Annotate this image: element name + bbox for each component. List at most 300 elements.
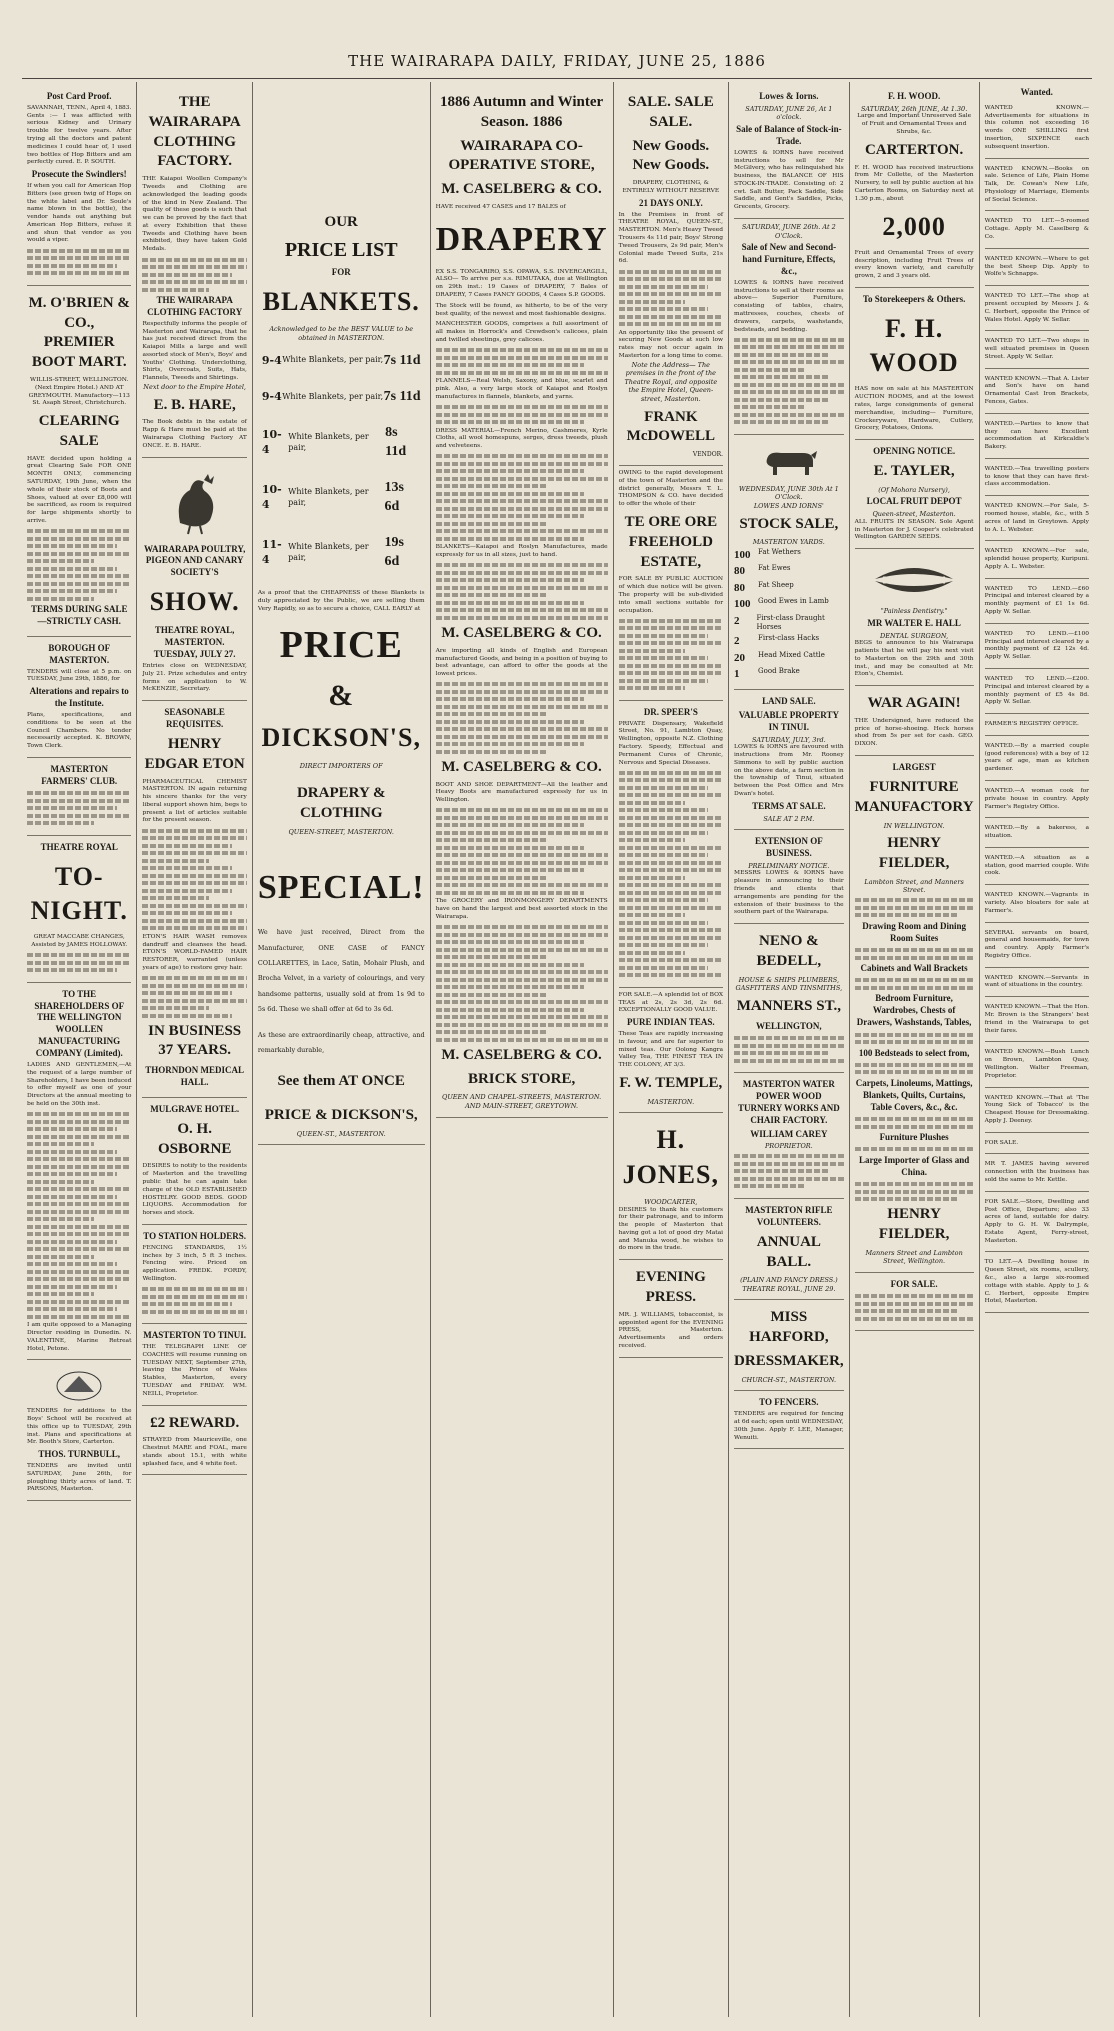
ad-fh-wood-trees [855,85,974,288]
ad-temple-teas [619,988,723,1114]
body-text: Fruit and Ornamental Trees of every description, including Fruit Trees of every known variety, and carefully grown, 2 and 3 years old. [854,249,974,280]
blanket-desc: White Blankets, per pair, [288,487,369,507]
wanted-ad: FARMER'S REGISTRY OFFICE. [985,717,1089,736]
text-filler [855,898,974,917]
heading: Wanted. [1020,87,1053,97]
heading: TO STATION HOLDERS. [143,1230,247,1241]
ad-dr-speers [619,701,723,988]
ad-reward [142,1406,246,1476]
text-filler [855,1117,974,1129]
heading: Sale of New and Second-hand Furniture, Effects, &c., [741,242,837,276]
body-text: DESIRES to notify to the residents of Masterton and the travelling public that he can again take charge of the OLD ESTABLISHED HOSTELRY. GOOD BEDS. GOOD LIQUORS. Accommodation for horses and stock. [142,1163,247,1217]
text-filler [142,1287,246,1314]
heading: DR. SPEER'S [643,706,698,717]
blanket-price-row [258,343,425,379]
subheading: Manners Street and Lambton Street, Wellington. [865,1248,963,1266]
body-text: HAVE decided upon holding a great Clearing Sale FOR ONE MONTH ONLY, commencing SATURDAY, 19th June, when the whole of their stock of Boots and Shoes, valued at over £8,000 will be sacrificed, as room is required for large shipments shortly to arrive. [27,455,132,524]
text-filler [855,1033,974,1045]
body-text: FLANNELS—Real Welsh, Saxony, and blue, scarlet and pink. Also, a very large stock of Kaiapoi and Roslyn manufactures in flannels, blankets, and yarns. [435,378,608,400]
heading: PRICE LIST [284,238,398,261]
body-text: THE Kaiapoi Woollen Company's Tweeds and Clothing are acknowledged the leading goods of the kind in New Zealand. The quality of these goods is such that we can be proved by the fact that at every Exhibition that these Tweeds and Clothing have been exhibited, they have taken Gold Medals. [142,176,247,253]
body-text: FENCING STANDARDS, 1½ inches by 3 inch, 5 ft 3 inches. Fencing wire. Priced on application. FREDK. FORDY, Wellington. [142,1244,247,1282]
blanket-size: 9-4 [261,353,282,367]
heading: EXTENSION OF BUSINESS. [754,836,823,858]
blanket-size: 9-4 [261,389,282,403]
heading: MASTERTON WATER POWER WOOD TURNERY WORKS AND CHAIR FACTORY. [738,1079,840,1125]
heading: 100 Bedsteads to select from, [858,1047,970,1058]
stock-count: 100 [734,548,751,561]
subheading: Note the Address— The premises in the front of the Theatre Royal, and opposite the Empire Hotel, Queen-street, Masterton. [624,360,718,404]
stock-row [734,633,844,650]
body-text: THE Undersigned, have reduced the price of horse-shoeing. Heck horses shod from 5s per set for cash. GEO. DIXON. [854,717,974,748]
heading: M. CASELBERG & CO. [441,624,602,641]
wanted-ad: WANTED KNOWN.—Servants in want of situations in the country. [985,971,1089,998]
body-text: FOR SALE BY PUBLIC AUCTION of which due notice will be given. The property will be sub-divided into small sections suitable for occupation. [618,576,724,614]
blanket-price: 19s 6d [384,535,404,569]
stock-row [734,547,844,564]
ad-hop-bitters [27,85,131,286]
wanted-ad: WANTED KNOWN.—For sale, splendid house property, Kuripuni. Apply A. L. Webster. [985,544,1089,578]
body-text: LOWES & IORNS have received instructions to sell at their rooms as above— Superior Furniture, consisting of tables, chairs, mattresses, couches, chests of drawers, carpets, washstands, bedsteads, and bedding. [734,279,844,333]
wanted-ad: WANTED.—A situation as a station, good married couple. Wife cook. [985,851,1089,885]
body-text: THE TELEGRAPH LINE OF COACHES will resume running on TUESDAY NEXT, September 27th, leaving the Prince of Wales Stables, Masterton, every TUESDAY and FRIDAY. WM. NEILL, Proprietor. [142,1344,247,1397]
column-4 [431,82,614,2017]
body-text: MR. J. WILLIAMS, tobacconist, is appointed agent for the EVENING PRESS, Masterton. Advertisements and orders received. [618,1311,724,1349]
body-text: GREAT MACCABE CHANGES, Assisted by JAMES HOLLOWAY. [31,934,128,948]
subheading: SATURDAY, JUNE 26th. At 2 O'Clock. [741,223,836,240]
heading: TO FENCERS. [759,1397,819,1408]
ad-farmers-club [27,758,131,836]
heading: THEATRE ROYAL [40,841,118,852]
subheading: MASTERTON. [647,1097,695,1106]
wanted-ad: FOR SALE. [985,1136,1089,1155]
column-1 [22,82,137,2017]
wanted-ad: WANTED KNOWN.—For Sale, 5-roomed house, stable, &c., with 5 acres of land in Greytown. Apply to A. L. Webster. [985,499,1089,541]
body-text: LADIES AND GENTLEMEN,—At the request of a large number of Shareholders, I have been induced to offer myself as one of your Directors at the annual meeting to be held on the 30th inst. [27,1061,132,1107]
body-text: OWING to the rapid development of the town of Masterton and the district generally, Messrs T. L. THOMPSON & CO. have decided to offer the whole of their [618,470,724,508]
body-text: FOR SALE.—A splendid lot of BOX TEAS at 2s, 2s 3d, 2s 6d. EXCEPTIONALLY GOOD VALUE. [618,991,724,1014]
body-text: As these are extraordinarily cheap, attractive, and remarkably durable, [257,1030,425,1054]
subheading: SALE AT 2 P.M. [763,814,815,823]
stock-count: 100 [734,598,751,611]
subheading: Lambton Street, and Manners Street. [864,877,964,895]
subheading: Next door to the Empire Hotel, [143,383,246,391]
body-text: These Teas are rapidly increasing in favour, and are far superior to mixed teas. Our Oolong Kangra Valley Tea, THE FINEST TEA IN THE COLONY, AT 3/3. [618,1031,724,1069]
text-filler [855,978,974,990]
body-text: F. H. WOOD has received instructions from Mr Collette, of the Masterton Nursery, to sell by public auction at his Carterton Rooms, on Saturday next at 1.30 p.m., about [854,164,974,202]
wanted-ad: WANTED.—By a married couple (good references) with a boy of 12 years of age, man as kitchen gardener. [985,739,1089,781]
heading: WAIRARAPA CO-OPERATIVE STORE, [448,137,595,174]
heading: LOCAL FRUIT DEPOT [866,496,962,507]
text-filler [619,270,723,327]
blanket-price-row [258,379,425,415]
body-text: TENDERS for additions to the Boys' School will be received at this office up to TUESDAY, 29th inst. Plans and specifications at Mr. Booth's Store, Carterton. [27,1408,132,1446]
heading-fh-wood: F. H. WOOD [869,313,959,378]
wanted-ad: MR T. JAMES having severed connection with the business has sold the same to Mr. Kettle. [985,1157,1089,1191]
text-filler [855,1063,974,1075]
wanted-ad: WANTED.—A woman cook for private house in country. Apply Farmer's Registry Office. [985,784,1089,818]
stock-item: Head Mixed Cattle [758,650,825,659]
blanket-price: 7s 11d [383,352,421,368]
masthead-rule [22,78,1092,79]
ad-station-holders [142,1225,246,1324]
heading: WAR AGAIN! [867,695,961,712]
stock-item: Fat Ewes [758,564,791,573]
heading: MASTERTON RIFLE VOLUNTEERS. [745,1204,833,1227]
wanted-ad: WANTED.—By a bakeress, a situation. [985,821,1089,848]
text-filler [855,1182,974,1201]
heading: MR WALTER E. HALL [867,617,961,628]
text-filler [734,1154,844,1188]
heading-show: SHOW. [149,587,240,617]
text-filler [436,925,608,1042]
blanket-desc: White Blankets, per pair, [288,542,369,562]
stock-row [734,580,844,597]
heading: DRAPERY & CLOTHING [296,785,386,822]
heading: CLEARING SALE [38,413,120,449]
subheading: (PLAIN AND FANCY DRESS.) THEATRE ROYAL, JUNE 29. [740,1276,838,1293]
subheading: MASTERTON YARDS. [752,538,825,547]
column-2 [137,82,252,2017]
heading: THOS. TURNBULL, [38,1449,121,1460]
body-text: BLANKETS—Kaiapoi and Roslyn Manufactures, made expressly for us in all sizes, just to hand. [435,544,608,559]
heading: M. CASELBERG & CO. [441,758,602,775]
stock-item: Fat Sheep [758,580,794,589]
ad-borough-tenders [27,637,131,758]
heading: F. H. WOOD. [887,91,941,101]
heading: HENRY FIELDER, [878,1206,950,1242]
ad-lowes-stock-sale [734,435,844,690]
heading: THEATRE ROYAL, MASTERTON. TUESDAY, JULY 27. [153,625,236,660]
ad-war-again [855,686,974,756]
stock-item: First-class Hacks [758,634,820,643]
wanted-ad: WANTED KNOWN.—That at 'The Young Sick of Tobacco' is the Cheapest House for Dressmaking. Apply J. Deeney. [985,1091,1089,1133]
heading: WELLINGTON, [756,1020,822,1031]
text-filler [27,249,131,276]
ad-henry-fielder [855,756,974,1273]
text-filler [855,1294,974,1321]
wanted-ad: FOR SALE.—Store, Dwelling and Post Office, Departure; also 33 acres of land, suitable for dairy. Apply to G. H. W. Dalrymple, Estate Agent, Ferry-street, Masterton. [985,1195,1089,1253]
body-text: Entries close on WEDNESDAY, July 21. Prize schedules and entry forms on application to W. McKENZIE, Secretary. [142,663,247,693]
subheading: DIRECT IMPORTERS OF [299,761,383,770]
ad-miss-harford [734,1300,844,1391]
wanted-ad: WANTED.—Parties to know that they can have Excellent accommodation at Kirkcaldie's Bakery. [985,417,1089,459]
heading: LARGEST [892,762,936,773]
stock-item: Good Brake [758,667,800,676]
body-text: TENDERS are required for fencing at 6d each; open until WEDNESDAY, 30th June. Apply F. LEE, Manager, Wenuiti. [734,1411,844,1441]
heading: VALUABLE PROPERTY IN TINUI. [738,709,839,732]
subheading: WOODCARTER, [644,1198,698,1206]
heading: HENRY EDGAR ETON [144,735,245,772]
body-text: The Book debts in the estate of Rapp & Hare must be paid at the Wairarapa Clothing Factory AT ONCE. E. B. HARE. [142,419,247,449]
wanted-ad: WANTED TO LET.—The shop at present occupied by Messrs J. & C. Herbert, opposite the Prince of Wales Hotel. Apply W. Sellar. [985,289,1089,331]
heading: NENO & BEDELL, [756,933,822,969]
body-text: Large and Important Unreserved Sale of Fruit and Ornamental Trees and Shrubs, &c. [857,113,972,136]
heading: FURNITURE MANUFACTORY [854,778,974,815]
blanket-size: 11-4 [261,538,282,566]
subheading: Queen-street, Masterton. [872,510,956,519]
cow-icon [759,445,819,479]
text-filler [436,808,608,895]
heading: BOROUGH OF MASTERTON. [48,642,111,665]
body-text: DRESS MATERIAL—French Merino, Cashmeres, Kyrle Cloths, all wool homespuns, serges, dress tweeds, plush and velveteens. [435,427,608,450]
heading: OPENING NOTICE. [873,446,956,457]
text-filler [734,338,844,425]
ad-mcdowell-sale [619,85,723,466]
text-filler [436,405,608,424]
body-text: PHARMACEUTICAL CHEMIST MASTERTON. IN again returning his sincere thanks for the very liberal support shown him, begs to present a list of articles suitable for the present season. [142,778,247,824]
wanted-ad: WANTED TO LEND.—£100 Principal and interest cleared by a monthly payment of £2 12s 4d. Apply W. Sellar. [985,627,1089,669]
ad-to-fencers [734,1391,844,1449]
masthead-title: THE WAIRARAPA DAILY, FRIDAY, JUNE 25, 1886 [348,52,766,70]
heading: FOR SALE. [890,1278,938,1289]
text-filler [142,829,246,931]
blanket-desc: White Blankets, per pair, [282,355,384,365]
education-board-seal-icon [54,1370,104,1402]
blanket-desc: White Blankets, per pair, [282,391,384,401]
body-text: An opportunity like the present of securing New Goods at such low rates may not occur again in Masterton for a long time to come. [618,329,724,359]
text-filler [142,976,246,1018]
wanted-ad: WANTED KNOWN.—Advertisements for situations in this column not exceeding 16 words ONE SHILLING first insertion, SIXPENCE each subsequent insertion. [985,101,1089,159]
heading: FOR [331,267,351,278]
heading: CARTERTON. [864,141,964,158]
body-text: BEGS to announce to his Wairarapa patients that he will pay his next visit to Masterton on the 29th and 30th inst., and may be consulted at Mr. Eton's, Chemist. [854,640,974,678]
vendor-label: VENDOR. [692,451,724,459]
subheading: QUEEN-ST., MASTERTON. [296,1129,386,1138]
columns [22,82,1094,2017]
heading: DRESSMAKER, [734,1353,844,1370]
wanted-list [985,101,1089,1313]
subheading: IN WELLINGTON. [883,821,945,830]
heading-special: SPECIAL! [257,869,425,907]
heading: TO THE SHAREHOLDERS OF THE WELLINGTON WOOLLEN MANUFACTURING COMPANY (Limited). [34,988,125,1059]
text-filler [619,771,723,978]
dentures-icon [869,559,959,601]
text-filler [27,791,131,825]
heading: New Goods. New Goods. [632,137,710,174]
heading: Bedroom Furniture, Wardrobes, Chests of Drawers, Washstands, Tables, [856,993,972,1028]
text-filler [436,682,608,754]
heading: SEASONABLE REQUISITES. [164,707,225,730]
body-text: If when you call for American Hop Bitters (see green twig of Hops on the white label and Dr. Soule's name blown in the bottle), the vendor hands out anything but American Hop Bitters, refuse it and shun that vendor as you would a viper. [27,183,132,244]
stock-count: 80 [734,581,746,594]
wanted-ad: WANTED KNOWN.—That the Hon. Mr. Brown is the Strangers' best friend in the Wairarapa to get their fares. [985,1000,1089,1042]
body-text: Are importing all kinds of English and European manufactured Goods, and being in a position of buying to best advantage, can afford to offer the goods at the lowest prices. [435,647,608,678]
heading: IN BUSINESS 37 YEARS. [148,1022,242,1059]
body-text: LOWES & IORNS are favoured with instructions from Mr. Rooney Simmons to sell by public auction on the above date, a farm section in the township of Tinui, situated between the Post Office and Mrs Dwan's hotel. [734,744,844,797]
subheading: "Painless Dentistry." [880,607,948,616]
wanted-ad: WANTED KNOWN.—That A. Lister and Son's have on hand Ornamental Cast Iron Brackets, Fences, Gates. [985,372,1089,414]
heading: THORNDON MEDICAL HALL. [145,1065,245,1088]
heading: TE ORE ORE FREEHOLD ESTATE, [624,514,718,570]
ad-wood-turnery [734,1073,844,1199]
text-filler [855,1147,974,1151]
heading: Alterations and repairs to the Institute. [29,686,129,709]
text-filler [855,948,974,960]
heading: WAIRARAPA POULTRY, PIGEON AND CANARY SOCIETY'S [143,543,246,578]
stock-row [734,596,844,613]
heading: Sale of Balance of Stock-in-Trade. [736,124,842,146]
body-text: Respectfully informs the people of Masterton and Wairarapa, that he has just received direct from the Kaiapoi Mills a large and well assorted stock of Men's, Boys' and Youths' Clothing. Underclothing, Shirts, Overcoats, Suits, Hats, Flannels, Tweeds and Shirtings. [142,320,247,382]
subheading: SATURDAY, 26th JUNE, At 1.30. [860,104,968,113]
heading: BRICK STORE, [467,1070,576,1087]
heading: Prosecute the Swindlers! [31,169,127,180]
text-filler [27,529,131,601]
heading: STOCK SALE, [739,515,839,532]
body-text: ALL FRUITS IN SEASON. Sole Agent in Masterton for J. Cooper's celebrated Wellington GARDEN SEEDS. [854,518,974,541]
blanket-desc: White Blankets, per pair, [288,432,369,452]
text-filler [436,563,608,620]
body-text: HAS now on sale at his MASTERTON AUCTION ROOMS, and at the lowest rates, large consignments of general merchandise, including— Furniture, Crockeryware, Hardware, Cutlery, Grocery, Potatoes, Onions. [854,386,974,432]
body-text: I am quite opposed to a Managing Director residing in Dunedin. N. VALENTINE, Marine Retreat Hotel, Petone. [27,1322,132,1352]
ad-evening-press [619,1260,723,1358]
body-text: STRAYED from Mauriceville, one Chestnut MARE and FOAL, mare stands about 15.1, with white splashed face, and 4 white feet. [142,1437,247,1467]
body-text: The Stock will be found, as hitherto, to be of the very best quality, of the newest and most fashionable designs. [435,302,608,317]
ad-extension-of-business [734,830,844,924]
subheading: WEDNESDAY, JUNE 30th At 1 O'Clock. [738,484,839,502]
blanket-price: 7s 11d [383,389,421,404]
ad-fh-wood-storekeepers [855,288,974,440]
body-text: BOOT AND SHOE DEPARTMENT—All the leather and Heavy Boots are manufactured expressly for us in Wellington. [435,781,608,804]
heading: See them AT ONCE [277,1073,405,1090]
subheading: QUEEN-STREET, MASTERTON. [288,827,394,836]
body-text: TENDERS are invited until SATURDAY, June 26th, for ploughing thirty acres of land. T. PARSONS, Masterton. [27,1463,132,1493]
ad-for-sale-plants [855,1273,974,1331]
wanted-ad: SEVERAL servants on board, general and housemaids, for town and country. Apply Farmer's Registry Office. [985,926,1089,968]
subheading: (Of Mohora Nursery), [878,485,950,494]
heading: THE WAIRARAPA CLOTHING FACTORY [147,295,243,317]
heading: Lowes & Iorns. [759,91,819,101]
heading: E. TAYLER, [873,463,955,479]
ad-poultry-show [142,458,246,702]
stock-item: Fat Wethers [758,547,801,556]
heading: Large Importer of Glass and China. [858,1154,970,1177]
text-filler [142,258,246,292]
heading: PURE INDIAN TEAS. [627,1017,715,1028]
heading: MASTERTON TO TINUI. [143,1330,247,1341]
subheading: CHURCH-ST., MASTERTON. [741,1375,837,1384]
heading: MULGRAVE HOTEL. [150,1103,240,1114]
heading: LAND SALE. [762,695,816,706]
heading-tonight: TO-NIGHT. [30,861,128,925]
heading: £2 REWARD. [150,1414,240,1431]
heading: FRANK McDOWELL [626,408,715,445]
heading: Drawing Room and Dining Room Suites [862,920,966,943]
heading: WILLIAM CAREY [750,1128,828,1139]
column-6 [729,82,850,2017]
ad-lowes-furniture [734,219,844,435]
wanted-ad: WANTED KNOWN.—Books on sale. Science of Life, Plain Home Talk, Dr. Cowan's New Life, Physiology of Marriage, Elements of Social Science. [985,162,1089,212]
heading: THE WAIRARAPA CLOTHING FACTORY. [148,94,241,170]
text-filler [27,1112,131,1319]
blanket-price-row [258,470,425,525]
ad-woollen-shareholders [27,983,131,1361]
ad-caselberg-drapery [436,85,608,1118]
heading: PRICE & DICKSON'S, [264,1107,418,1124]
heading: MANNERS ST., [736,997,842,1014]
body-text: MESSRS LOWES & IORNS have pleasure in announcing to their friends and clients that arrangements are pending for the extension of their business to the southern part of the Wairarapa. [734,870,844,916]
heading: 1886 Autumn and Winter Season. 1886 [439,94,604,130]
ad-mulgrave-hotel [142,1098,246,1225]
heading: E. B. HARE, [153,396,236,413]
wanted-ad: TO LET.—A Dwelling house in Queen Street, six rooms, scullery, &c., also a large six-roomed cottage with stable. Apply to J. & C. Herbert, opposite Empire Hotel, Masterton. [985,1255,1089,1313]
heading-dicksons: DICKSON'S, [261,723,421,753]
subheading: DENTAL SURGEON, [880,631,949,640]
wanted-ad: WANTED TO LET.—5-roomed Cottage. Apply M. Caselberg & Co. [985,214,1089,248]
stock-item: First-class Draught Horses [756,613,825,632]
blanket-price: 8s 11d [385,425,407,459]
blanket-price: 13s 6d [384,480,404,514]
body-text: DRAPERY, CLOTHING, & ENTIRELY WITHOUT RESERVE [622,180,720,194]
blanket-price-rows [258,343,425,581]
heading: Cabinets and Wall Brackets [860,963,968,974]
stock-row [734,563,844,580]
heading: 21 DAYS ONLY. [638,197,703,208]
body-text: The GROCERY and IRONMONGERY DEPARTMENTS have on hand the largest and best assorted stock in the Wairarapa. [435,898,608,921]
column-3 [253,82,431,2017]
heading: Post Card Proof. [46,91,112,101]
wanted-ad: WANTED KNOWN.—Where to get the best Sheep Dip. Apply to Wolfe's Schnapps. [985,252,1089,286]
heading: EVENING PRESS. [635,1269,706,1306]
subheading: PROPRIETOR. [764,1142,813,1151]
subheading: SATURDAY, JULY, 3rd. [751,735,826,744]
heading-h-jones: H. JONES, [622,1125,719,1189]
subheading: Acknowledged to be the BEST VALUE to be obtained in MASTERTON. [269,325,414,342]
stock-count: 20 [734,651,746,664]
heading: O. H. OSBORNE [157,1120,232,1157]
stock-row [734,650,844,667]
heading: M. CASELBERG & CO. [441,181,602,198]
ad-tinui-land-sale [734,690,844,830]
heading: ANNUAL BALL. [756,1233,821,1270]
column-5 [614,82,729,2017]
stock-count: 80 [734,565,746,578]
rooster-icon [160,468,230,538]
heading: TERMS AT SALE. [752,800,826,811]
heading: M. CASELBERG & CO. [441,1046,602,1063]
subheading: QUEEN AND CHAPEL-STREETS, MASTERTON. AND MAIN-STREET, GREYTOWN. [441,1093,602,1110]
column-8 [980,82,1094,2017]
ad-e-tayler [855,440,974,549]
subheading: PRELIMINARY NOTICE. [748,861,830,870]
wanted-ad: WANTED TO LEND.—£60 Principal and interest cleared by a monthly payment of £1 1s 6d. Apply W. Sellar. [985,582,1089,624]
heading: OUR [324,214,358,230]
body-text: DESIRES to thank his customers for their patronage, and to inform the people of Masterton that having got a lot of good dry Matai and Manuka wood, he wishes to do more in the trade. [618,1206,724,1252]
blanket-size: 10-4 [261,428,282,456]
heading-drapery: DRAPERY [435,220,608,258]
heading: SALE. SALE SALE. [627,94,714,130]
heading: Carpets, Linoleums, Mattings, Blankets, Quilts, Curtains, Table Covers, &c., &c. [855,1077,973,1112]
heading-price: PRICE [279,623,403,666]
heading: F. W. TEMPLE, [619,1075,723,1091]
text-filler [619,619,723,691]
heading: TERMS DURING SALE—STRICTLY CASH. [30,604,128,627]
body-text: TENDERS will close at 5 p.m. on TUESDAY, June 29th, 1886, for [27,668,132,683]
stock-item: Good Ewes in Lamb [758,597,829,606]
body-text: WILLIS-STREET, WELLINGTON. (Next Empire Hotel.) AND AT GREYMOUTH. Manufactory—113 St. Asaph Street, Christchurch. [28,376,130,407]
ad-rifle-volunteers-ball [734,1199,844,1301]
text-filler [436,454,608,541]
heading: To Storekeepers & Others. [862,293,966,304]
wanted-ad: WANTED.—Tea travelling posters to know that they can have first-class accommodation. [985,462,1089,496]
ad-telegraph-coaches [142,1324,246,1405]
wanted-ad: WANTED KNOWN.—Bush Lunch on Brown, Lambton Quay, Wellington. Walter Freeman, Proprietor. [985,1045,1089,1087]
body-text: HAVE received 47 CASES and 17 BALES of [435,203,566,210]
body-text: In the Premises in front of THEATRE ROYAL, QUEEN-ST., MASTERTON. Men's Heavy Tweed Trousers 4s 11d pair, Boys' Strong Tweed Trousers, 2s 9d pair, Men's Colonial made Tweed Suits, 21s 6d. [618,211,724,265]
blanket-price-row [258,415,425,470]
body-text: EX S.S. TONGARIRO, S.S. OPAWA, S.S. INVERCARGILL, ALSO— To arrive per s.s. RIMUTAKA, due at Wellington on 29th inst.: 19 Cases of DRAPERY, 7 Bales of DRAPERY, 7 Cases FANCY GOODS, 4 Cases S.P. GOODS. [435,268,608,298]
wanted-ad: WANTED KNOWN.—Vagrants in variety. Also bloaters for sale at Farmer's. [985,888,1089,922]
